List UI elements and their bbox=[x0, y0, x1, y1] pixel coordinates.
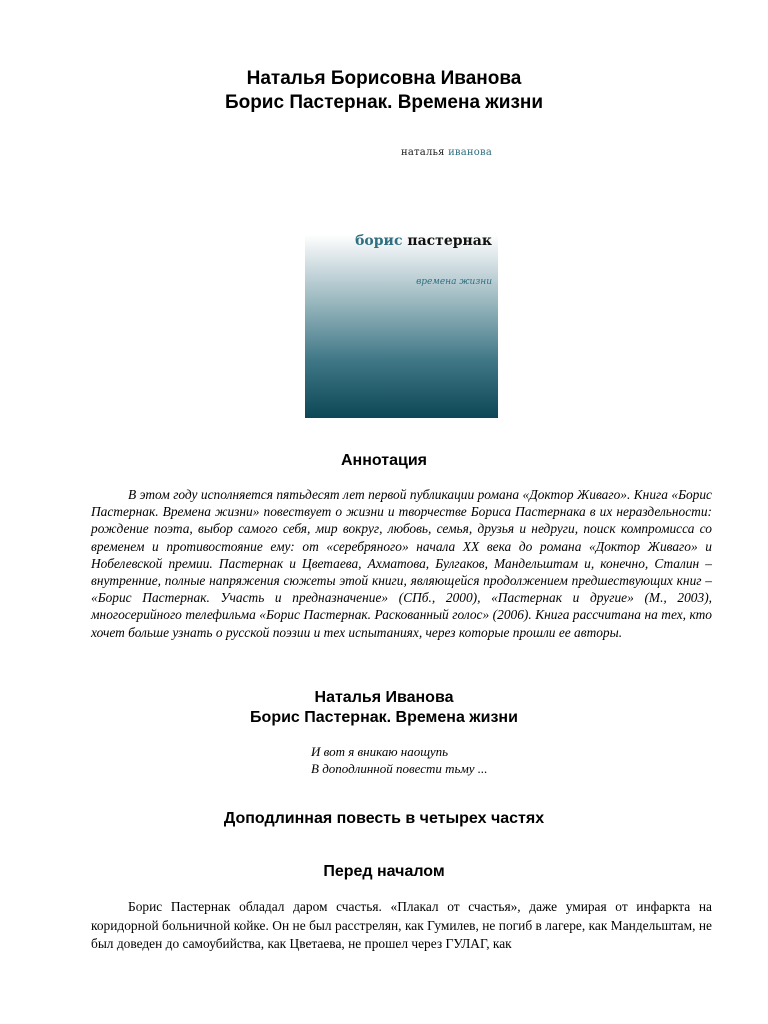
annotation-heading: Аннотация bbox=[341, 452, 427, 469]
cover-title bbox=[305, 233, 492, 249]
author-full-name: Наталья Борисовна Иванова bbox=[246, 68, 522, 89]
cover-author-first: наталья bbox=[401, 147, 445, 158]
annotation-text: В этом году исполняется пятьдесят лет первой публикации романа «Доктор Живаго». Книга «Борис Пастернак. Времена жизни» повествует о жизни и творчестве Бориса Пастернака в их нераздельности: рождение поэта, выбор самого себя, мир вокруг, любовь, семья, друзья и недруги, поиск компромисса со временем и противостояние ему: от «серебряного» начала XX века до романа «Доктор Живаго» и Нобелевской премии. Пастернак и Цветаева, Ахматова, Булгаков, Мандельштам и, конечно, Сталин – внутренние, полные напряжения сюжеты этой книги, являющейся продолжением предшествующих книг – «Борис Пастернак. Участь и предназначение» (СПб., 2000), «Пастернак и другие» (М., 2003), многосерийного телефильма «Борис Пастернак. Раскованный голос» (2006). Книга рассчитана на тех, кто хочет больше узнать о русской поэзии и тех испытаниях, через которые прошли ее авторы. bbox=[91, 487, 712, 640]
part-heading: Доподлинная повесть в четырех частях bbox=[223, 810, 545, 827]
epigraph bbox=[311, 743, 488, 777]
second-book-title: Борис Пастернак. Времена жизни bbox=[250, 709, 518, 726]
epigraph-line-2: В доподлинной повести тьму ... bbox=[311, 761, 488, 776]
second-author: Наталья Иванова bbox=[314, 689, 454, 706]
chapter-heading: Перед началом bbox=[323, 863, 445, 880]
cover-subtitle: времена жизни bbox=[416, 277, 492, 287]
cover-author-last: иванова bbox=[448, 147, 492, 158]
book-cover-image bbox=[305, 131, 498, 418]
cover-author bbox=[305, 147, 492, 158]
cover-title-first: борис bbox=[355, 233, 403, 249]
book-title: Борис Пастернак. Времена жизни bbox=[224, 92, 544, 113]
body-paragraph: Борис Пастернак обладал даром счастья. «Плакал от счастья», даже умирая от инфаркта на коридорной больничной койке. Он не был расстрелян, как Гумилев, не погиб в лагере, как Мандельштам, не был доведен до самоубийства, как Цветаева, не прошел через ГУЛАГ, как bbox=[91, 899, 712, 952]
epigraph-line-1: И вот я вникаю наощупь bbox=[311, 744, 449, 759]
cover-title-last: пастернак bbox=[407, 233, 492, 249]
